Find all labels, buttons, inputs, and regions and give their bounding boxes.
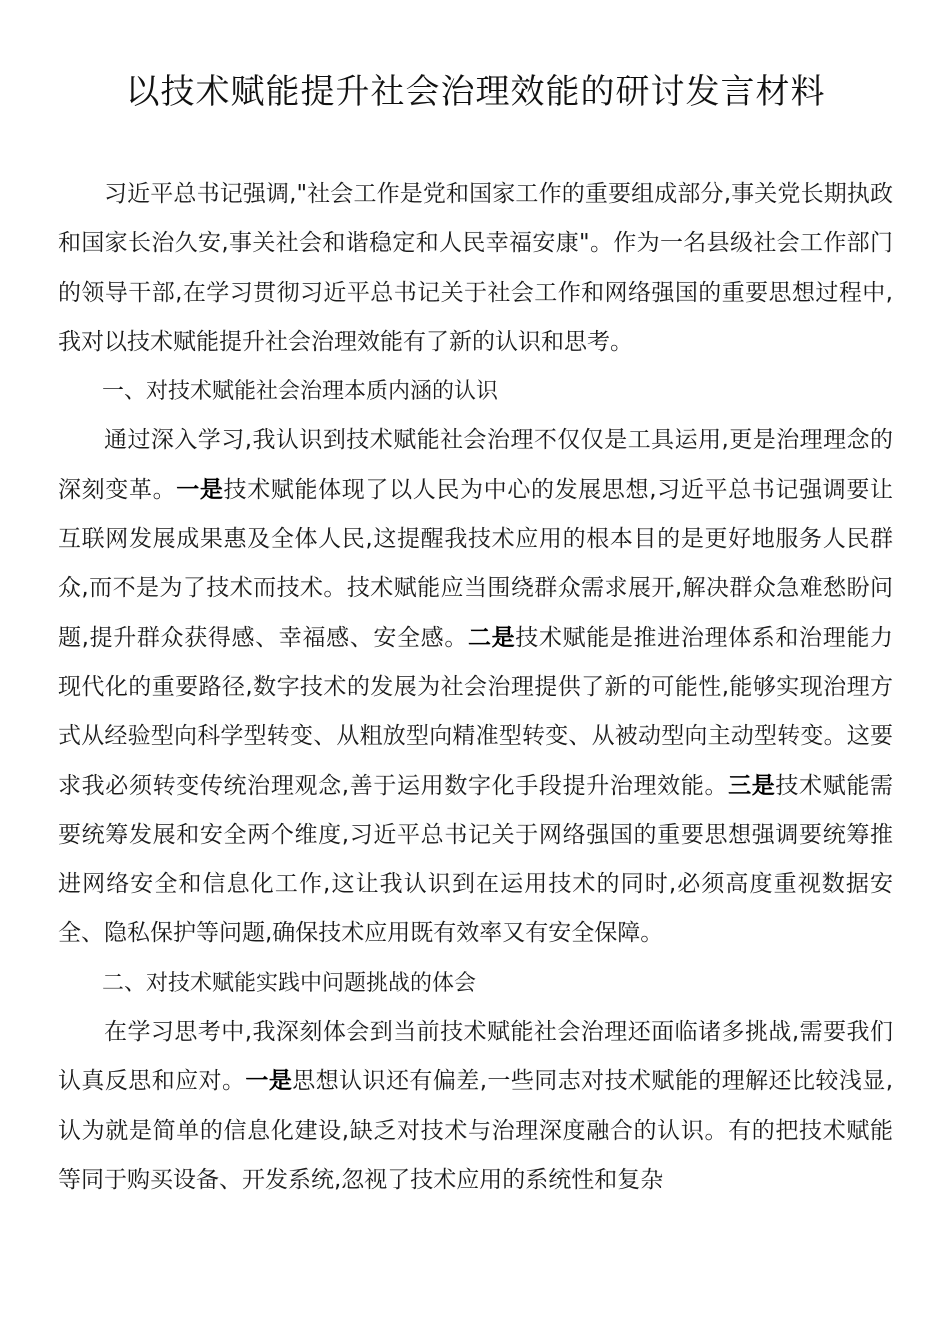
section-1-point-2-text: 技术赋能是推进治理体系和治理能力现代化的重要路径,数字技术的发展为社会治理提供了新的可能性,能够实现治理方式从经验型向科学型转变、从粗放型向精准型转变、从被动型向主动型转变。这要求我必须转变传统治理观念,善于运用数字化手段提升治理效能。	[58, 624, 894, 799]
section-2-point-1-text: 思想认识还有偏差,一些同志对技术赋能的理解还比较浅显,认为就是简单的信息化建设,缺乏对技术与治理深度融合的认识。有的把技术赋能等同于购买设备、开发系统,忽视了技术应用的系统性和复杂	[58, 1068, 894, 1193]
section-1-paragraph	[58, 416, 893, 958]
section-2-paragraph	[58, 1008, 893, 1205]
section-1-lead: 通过深入学习,我认识到技术赋能社会治理不仅仅是工具运用,更是治理理念的深刻变革。	[58, 427, 893, 503]
section-1-point-2-label: 二是	[467, 624, 516, 651]
document-title: 以技术赋能提升社会治理效能的研讨发言材料	[125, 72, 826, 112]
intro-paragraph: 习近平总书记强调,"社会工作是党和国家工作的重要组成部分,事关党长期执政和国家长治久安,事关社会和谐稳定和人民幸福安康"。作为一名县级社会工作部门的领导干部,在学习贯彻习近平总书记关于社会工作和网络强国的重要思想过程中,我对以技术赋能提升社会治理效能有了新的认识和思考。	[58, 181, 893, 355]
section-1-point-3-label: 三是	[728, 772, 776, 799]
document-body	[58, 170, 893, 1205]
section-1-heading: 一、对技术赋能社会治理本质内涵的认识	[102, 379, 499, 405]
section-1-point-1-text: 技术赋能体现了以人民为中心的发展思想,习近平总书记强调要让互联网发展成果惠及全体人民,这提醒我技术应用的根本目的是更好地服务人民群众,而不是为了技术而技术。技术赋能应当围绕群众需求展开,解决群众急难愁盼问题,提升群众获得感、幸福感、安全感。	[58, 476, 894, 651]
section-2-heading: 二、对技术赋能实践中问题挑战的体会	[102, 970, 477, 996]
section-2-lead: 在学习思考中,我深刻体会到当前技术赋能社会治理还面临诸多挑战,需要我们认真反思和应对。	[58, 1019, 893, 1095]
section-2-point-1-label: 一是	[245, 1068, 293, 1095]
section-1-point-3-text: 技术赋能需要统筹发展和安全两个维度,习近平总书记关于网络强国的重要思想强调要统筹推进网络安全和信息化工作,这让我认识到在运用技术的同时,必须高度重视数据安全、隐私保护等问题,确保技术应用既有效率又有安全保障。	[58, 772, 893, 947]
section-1-point-1-label: 一是	[176, 476, 224, 503]
